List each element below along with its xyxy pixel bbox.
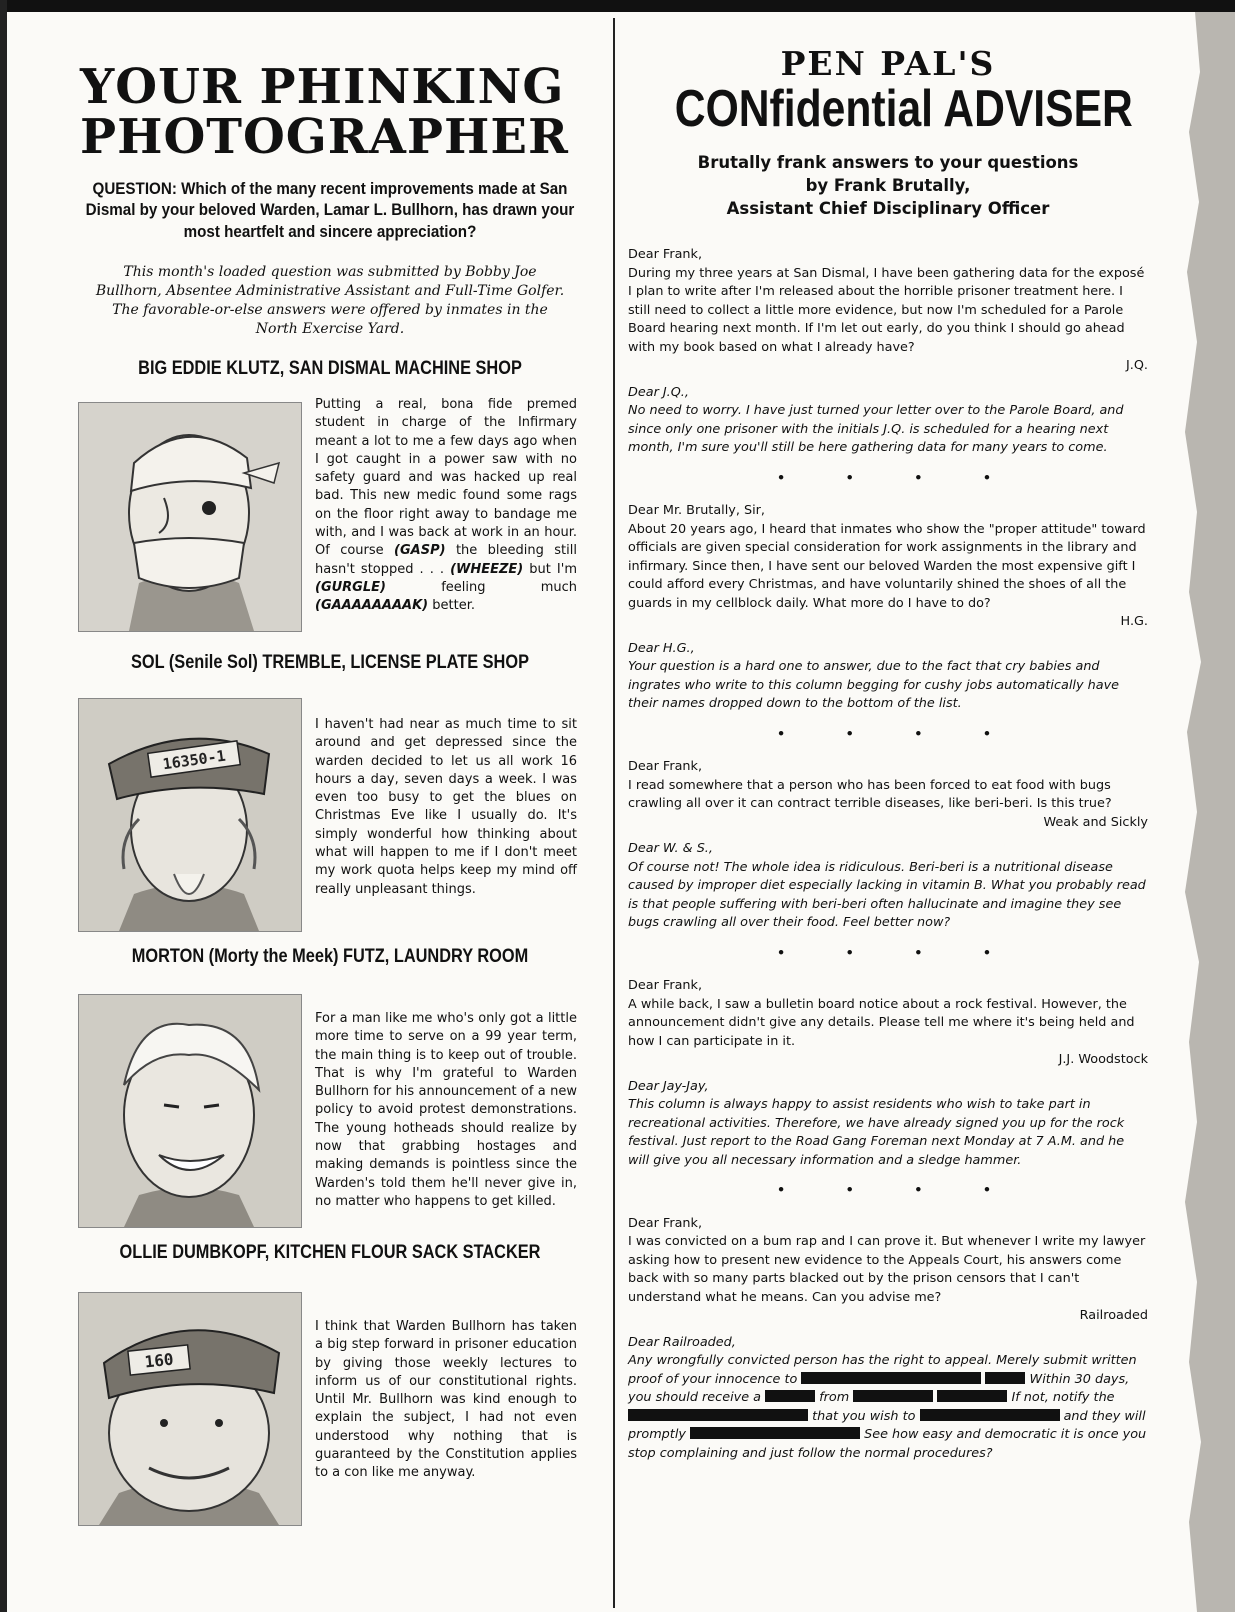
- quote-eddie-gurgle: (GURGLE): [315, 579, 386, 595]
- title-line-1: YOUR PHINKING: [80, 59, 565, 115]
- reply-4: [628, 1078, 1148, 1171]
- letter-1-salutation: Dear Frank,: [628, 247, 703, 263]
- portrait-sol: [78, 698, 302, 932]
- reply-2-body: Your question is a hard one to answer, due to the fact that cry babies and ingrates who write to this column begging for cushy jobs automatically have their names dropped down to the bottom of the list.: [628, 659, 1120, 712]
- reply-1-salutation: Dear J.Q.,: [628, 384, 689, 400]
- letter-1-signature: J.Q.: [1126, 358, 1148, 374]
- grinning-man-illustration: [79, 995, 301, 1227]
- letter-4: [628, 977, 1148, 1070]
- inmate-heading-1: BIG EDDIE KLUTZ, SAN DISMAL MACHINE SHOP: [138, 358, 522, 379]
- reply-3: [628, 840, 1148, 933]
- quote-eddie-part-e: better.: [432, 598, 475, 614]
- censor-bar: [628, 1409, 808, 1421]
- letter-3-signature: Weak and Sickly: [1043, 814, 1148, 830]
- confidential-adviser-title: CONfidential ADVISER: [674, 80, 1133, 138]
- letter-4-signature: J.J. Woodstock: [1058, 1052, 1148, 1068]
- separator-dots: • • • •: [776, 726, 1020, 742]
- cap-number-ollie: 160: [143, 1349, 175, 1372]
- portrait-morton: [78, 994, 302, 1228]
- reply-3-salutation: Dear W. & S.,: [628, 841, 713, 857]
- letter-3: [628, 758, 1148, 832]
- quote-eddie-gasp: (GASP): [394, 543, 446, 559]
- letter-3-body: I read somewhere that a person who has been forced to eat food with bugs crawling all over it can contract terrible diseases, like beri-beri. Is this true?: [628, 777, 1112, 812]
- reply-4-salutation: Dear Jay-Jay,: [628, 1078, 709, 1094]
- quote-eddie-wheeze: (WHEEZE): [450, 561, 524, 577]
- quote-eddie-part-b: the bleeding still hasn't stopped . . .: [315, 543, 577, 577]
- reply-5-part-7: See how easy and democratic it is once you stop complaining and just follow the normal procedures?: [628, 1427, 1147, 1461]
- column-divider: [613, 18, 615, 1608]
- letter-5-body: I was convicted on a bum rap and I can prove it. But whenever I write my lawyer asking how to present new evidence to the Appeals Court, his answers come back with so many parts blacked out by the prison censors that I can't understand what he means. Can you advise me?: [628, 1234, 1146, 1305]
- reply-5-part-4: If not, notify the: [1011, 1390, 1115, 1406]
- letter-5-salutation: Dear Frank,: [628, 1215, 703, 1231]
- reply-5-part-6: and they will promptly: [628, 1408, 1146, 1443]
- quote-eddie-part-a: Putting a real, bona fide premed student in charge of the Infirmary meant a lot to me a few days ago when I got caught in a power saw with no safety guard and was hacked up real bad. This new medic found some rags on the floor right away to bandage me with, and I was back at work in an hour. Of course: [315, 397, 577, 559]
- title-line-2: PHOTOGRAPHER: [80, 109, 569, 166]
- separator-dots: • • • •: [776, 470, 1020, 486]
- left-column: [60, 40, 600, 1481]
- separator-dots: • • • •: [776, 945, 1020, 961]
- censor-bar: [920, 1409, 1060, 1421]
- old-man-cap-illustration: [79, 699, 301, 931]
- censor-bar: [937, 1390, 1007, 1402]
- letter-2-signature: H.G.: [1120, 614, 1148, 630]
- reply-5: [628, 1334, 1148, 1464]
- byline-line-1: Brutally frank answers to your questions: [697, 153, 1079, 172]
- letter-1-body: During my three years at San Dismal, I have been gathering data for the exposé I plan to write after I'm released about the horrible prisoner treatment here. I still need to collect a little more evidence, but now I'm scheduled for a Parole Board hearing next month. If I'm let out early, do you think I should go ahead with my book based on what I already have?: [628, 265, 1145, 355]
- reply-5-part-2: Within 30 days, you should receive a: [628, 1371, 1130, 1406]
- inmate-heading-2: SOL (Senile Sol) TREMBLE, LICENSE PLATE SHOP: [131, 652, 529, 673]
- reply-5-part-1: Any wrongfully convicted person has the right to appeal. Merely submit written proof of your innocence to: [628, 1353, 1137, 1387]
- quote-eddie: [315, 396, 577, 616]
- portrait-eddie: [78, 402, 302, 632]
- censor-bar: [985, 1372, 1025, 1384]
- censor-bar: [690, 1427, 860, 1439]
- bandaged-face-illustration: [79, 403, 301, 631]
- right-column: [628, 20, 1148, 1463]
- byline: [628, 151, 1148, 220]
- quote-morton: For a man like me who's only got a little more time to serve on a 99 year term, the main thing is to keep out of trouble. That is why I'm grateful to Warden Bullhorn for his announcement of a new policy to avoid protest demonstrations. The young hotheads should realize by now that grabbing hostages and making demands is pointless since the Warden's told them he'll never give in, no matter who happens to get killed.: [315, 1011, 577, 1209]
- reply-1: [628, 384, 1148, 458]
- question-text: QUESTION: Which of the many recent improvements made at San Dismal by your beloved Warden, Lamar L. Bullhorn, has drawn your most heartfelt and sincere appreciation?: [85, 179, 575, 241]
- byline-line-3: Assistant Chief Disciplinary Officer: [726, 199, 1050, 219]
- pen-pal-title: PEN PAL'S: [780, 44, 996, 83]
- censor-bar: [765, 1390, 815, 1402]
- inmate-section: [60, 40, 600, 1600]
- reply-2: [628, 640, 1148, 714]
- letter-2-salutation: Dear Mr. Brutally, Sir,: [628, 503, 765, 519]
- letters-section: [628, 246, 1148, 1463]
- reply-5-body: [628, 1352, 1148, 1463]
- letter-3-salutation: Dear Frank,: [628, 759, 703, 775]
- torn-page-edge: [1175, 12, 1235, 1612]
- censor-bar: [853, 1390, 933, 1402]
- reply-5-part-5: that you wish to: [812, 1408, 916, 1424]
- inmate-heading-4: OLLIE DUMBKOPF, KITCHEN FLOUR SACK STACKER: [119, 1242, 541, 1263]
- censor-bar: [801, 1372, 981, 1384]
- letter-4-salutation: Dear Frank,: [628, 978, 703, 994]
- quote-eddie-gaak: (GAAAAAAAAK): [315, 598, 429, 614]
- fat-cook-illustration: [79, 1293, 301, 1525]
- reply-1-body: No need to worry. I have just turned your letter over to the Parole Board, and since only one prisoner with the initials J.Q. is scheduled for a hearing next month, I'm sure you'll still be here gathering data for many years to come.: [628, 403, 1124, 456]
- letter-5-signature: Railroaded: [1079, 1308, 1148, 1324]
- left-border: [0, 0, 7, 1612]
- letter-4-body: A while back, I saw a bulletin board notice about a rock festival. However, the announcement didn't give any details. Please tell me where it's being held and how I can participate in it.: [628, 996, 1135, 1049]
- cap-number-sol: 16350-1: [161, 746, 227, 774]
- letter-2: [628, 502, 1148, 632]
- intro-text: This month's loaded question was submitted by Bobby Joe Bullhorn, Absentee Administrative Assistant and Full-Time Golfer. The favorable-or-else answers were offered by inmates in the North Exercise Yard.: [95, 264, 565, 337]
- quote-ollie: I think that Warden Bullhorn has taken a big step forward in prisoner education by giving those weekly lectures to inform us of our constitutional rights. Until Mr. Bullhorn was kind enough to explain the subject, I had not even understood why nothing that is guaranteed by the Constitution applies to a con like me anyway.: [315, 1319, 577, 1481]
- quote-eddie-part-c: but I'm: [529, 561, 577, 577]
- reply-3-body: Of course not! The whole idea is ridiculous. Beri-beri is a nutritional disease caused by improper diet especially lacking in vitamin B. What you probably read is that people suffering with beri-beri often hallucinate and imagine they see bugs crawling all over their food. Feel better now?: [628, 859, 1146, 931]
- portrait-ollie: [78, 1292, 302, 1526]
- letter-2-body: About 20 years ago, I heard that inmates who show the "proper attitude" toward officials are given special consideration for work assignments in the library and infirmary. Since then, I have sent our beloved Warden the most expensive gift I could afford every Christmas, and have voluntarily shined the shoes of all the guards in my cellblock daily. What more do I have to do?: [628, 521, 1146, 611]
- letter-1: [628, 246, 1148, 376]
- separator-dots: • • • •: [776, 1183, 1020, 1199]
- inmate-heading-3: MORTON (Morty the Meek) FUTZ, LAUNDRY ROOM: [131, 946, 529, 967]
- reply-5-salutation: Dear Railroaded,: [628, 1334, 736, 1350]
- quote-eddie-part-d: feeling much: [441, 579, 577, 595]
- top-border: [0, 0, 1235, 12]
- reply-5-part-3: from: [819, 1390, 850, 1406]
- reply-2-salutation: Dear H.G.,: [628, 640, 695, 656]
- letter-5: [628, 1215, 1148, 1326]
- quote-sol: I haven't had near as much time to sit around and get depressed since the warden decided to let us all work 16 hours a day, seven days a week. I was even too busy to get the blues on Christmas Eve like I usually do. It's simply wonderful how thinking about what will happen to me if I don't meet my work quota helps keep my mind off really unpleasant things.: [315, 717, 577, 897]
- byline-line-2: by Frank Brutally,: [805, 176, 971, 196]
- reply-4-body: This column is always happy to assist residents who wish to take part in recreational activities. Therefore, we have already signed you up for the rock festival. Just report to the Road Gang Foreman next Monday at 7 A.M. and he will give you all necessary information and a sledge hammer.: [628, 1097, 1125, 1168]
